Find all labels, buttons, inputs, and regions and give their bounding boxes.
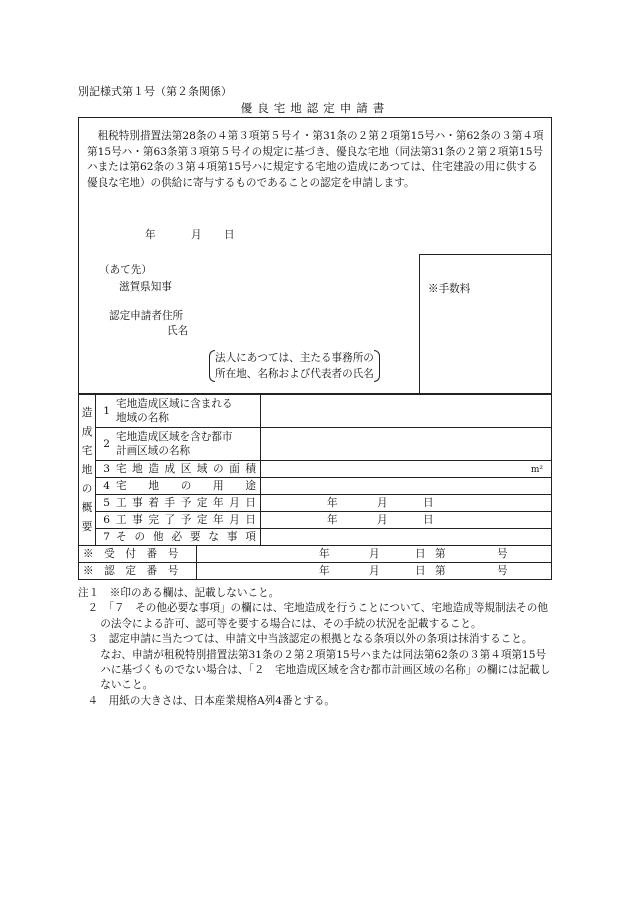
date-day: 日 <box>415 565 426 577</box>
section-char: 要 <box>81 520 93 533</box>
date-year: 年 <box>327 514 338 526</box>
note-3: ３ 認定申請に当たつては、申請文中当該認定の根拠となる条項以外の条項は抹消すること。 <box>87 633 533 646</box>
row-label-text: その他必要な事項 <box>116 531 256 543</box>
section-char: 地 <box>81 463 93 476</box>
construction-start-date-field[interactable] <box>261 495 552 512</box>
row-label <box>112 461 261 478</box>
date-month: 月 <box>191 229 202 241</box>
application-date <box>145 227 235 242</box>
date-day: 日 <box>423 514 434 526</box>
land-use-field[interactable] <box>261 478 552 495</box>
date-day: 日 <box>423 497 434 509</box>
row-label <box>112 395 261 428</box>
table-row <box>79 395 552 428</box>
date-year: 年 <box>319 548 330 560</box>
date-month: 月 <box>377 497 388 509</box>
row-label-text: 宅地造成区域の面積 <box>116 463 256 475</box>
row-number: 1 <box>96 395 113 428</box>
date-year: 年 <box>327 497 338 509</box>
certification-number-label: ※ 認 定 番 号 <box>79 563 197 580</box>
city-planning-area-field[interactable] <box>261 428 552 461</box>
table-row <box>79 495 552 512</box>
date-month: 月 <box>369 565 380 577</box>
row-label-line2: 計画区域の名称 <box>116 445 191 457</box>
table-row <box>79 563 552 580</box>
row-number: 4 <box>96 478 113 495</box>
date-month: 月 <box>377 514 388 526</box>
section-char: 宅 <box>81 444 93 457</box>
row-label <box>112 478 261 495</box>
row-label-line1: 宅地造成区域を含む都市 <box>116 431 233 443</box>
recipient-prefix: （あて先） <box>99 264 152 276</box>
receipt-number-label: ※ 受 付 番 号 <box>79 546 197 563</box>
table-row <box>79 478 552 495</box>
note-3-supplement: なお、申請が租税特別措置法第31条の２第２項第15号ハまたは同法第62条の３第４項第15号ハに基づくものでない場合は、「２ 宅地造成区域を含む都市計画区域の名称」の欄には記載しないこと。 <box>100 648 551 692</box>
row-number: 7 <box>96 529 113 546</box>
applicant-address-label: 認定申請者住所 <box>109 310 184 322</box>
number-dai: 第 <box>435 548 446 560</box>
row-label <box>112 495 261 512</box>
overview-table <box>78 394 552 546</box>
row-label-text: 工事完了予定年月日 <box>116 514 256 526</box>
row-number: 2 <box>96 428 113 461</box>
overview-section-label <box>79 395 96 546</box>
row-label-text: 工事着手予定年月日 <box>116 497 256 509</box>
note-1: 注１ ※印のある欄は、記載しないこと。 <box>78 587 280 599</box>
number-go: 号 <box>497 548 508 560</box>
fee-label: ※手数料 <box>428 283 471 295</box>
section-char: 概 <box>81 501 93 514</box>
date-year: 年 <box>319 565 330 577</box>
section-char: 造 <box>81 406 93 419</box>
date-day: 日 <box>224 229 235 241</box>
applicant-name-label: 氏名 <box>167 325 189 337</box>
table-row <box>79 428 552 461</box>
date-month: 月 <box>369 548 380 560</box>
table-row <box>79 512 552 529</box>
row-label-line1: 宅地造成区域に含まれる <box>116 398 233 410</box>
form-title: 優良宅地認定申請書 <box>240 101 390 115</box>
recipient-governor: 滋賀県知事 <box>119 281 172 293</box>
row-label <box>112 529 261 546</box>
row-label-line2: 地域の名称 <box>116 412 169 424</box>
number-go: 号 <box>497 565 508 577</box>
application-text: 租税特別措置法第28条の４第３項第５号イ・第31条の２第２項第15号ハ・第62条の３第４項第15号ハ・第63条第３項第５号イの規定に基づき、優良な宅地（同法第31条の２第２項第15号ハまたは第62条の３第４項第15号ハに規定する宅地の造成にあつては、住宅建設の用に供する優良な宅地）の供給に寄与するものであることの認定を申請します。 <box>87 130 544 189</box>
area-field[interactable] <box>261 461 552 478</box>
row-number: 3 <box>96 461 113 478</box>
note-2: ２ 「７ その他必要な事項」の欄には、宅地造成を行うことについて、宅地造成等規制法その他の法令による許可、認可等を要する場合には、その手続の状況を記載すること。 <box>87 602 548 630</box>
section-char: の <box>81 482 93 495</box>
date-day: 日 <box>415 548 426 560</box>
table-row <box>79 529 552 546</box>
application-box <box>78 117 552 394</box>
corporation-note-line1: 法人にあつては、主たる事務所の <box>215 352 374 364</box>
row-label <box>112 428 261 461</box>
area-unit: m² <box>530 465 543 475</box>
note-4: ４ 用紙の大きさは、日本産業規格A列4番とする。 <box>87 694 335 707</box>
corporation-note <box>209 350 380 382</box>
number-dai: 第 <box>435 565 446 577</box>
fee-box <box>419 254 552 394</box>
receipt-number-field[interactable] <box>197 546 552 563</box>
row-label-text: 宅地の用途 <box>116 480 256 492</box>
date-year: 年 <box>145 229 156 241</box>
table-row <box>79 461 552 478</box>
table-row <box>79 546 552 563</box>
row-number: 5 <box>96 495 113 512</box>
notes <box>78 586 556 709</box>
corporation-note-line2: 所在地、名称および代表者の氏名 <box>215 368 374 380</box>
certification-number-field[interactable] <box>197 563 552 580</box>
construction-end-date-field[interactable] <box>261 512 552 529</box>
form-label: 別記様式第１号（第２条関係） <box>78 85 232 98</box>
row-number: 6 <box>96 512 113 529</box>
other-matters-field[interactable] <box>261 529 552 546</box>
region-name-field[interactable] <box>261 395 552 428</box>
row-label <box>112 512 261 529</box>
registration-table <box>78 545 552 580</box>
section-char: 成 <box>81 425 93 438</box>
